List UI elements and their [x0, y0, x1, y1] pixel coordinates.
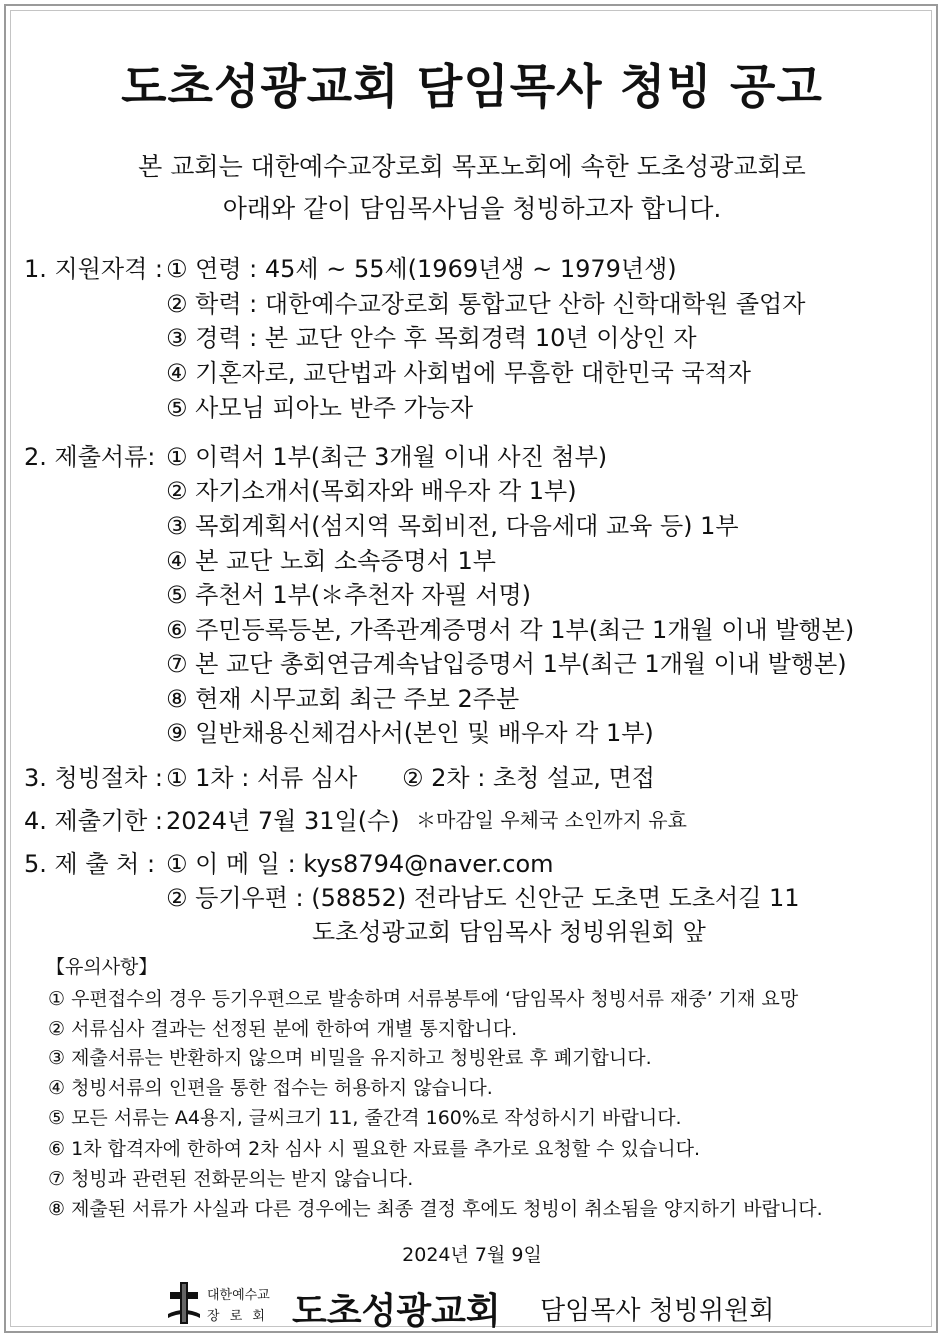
notes-heading: 【유의사항】 — [46, 956, 158, 978]
document-item: ② 자기소개서(목회자와 배우자 각 1부) — [166, 477, 577, 505]
document-item: ① 이력서 1부(최근 3개월 이내 사진 첨부) — [166, 443, 608, 471]
cross-logo-icon — [166, 1280, 202, 1330]
announcement-date: 2024년 7월 9일 — [402, 1244, 542, 1266]
document-item: ③ 목회계획서(섬지역 목회비전, 다음세대 교육 등) 1부 — [166, 512, 739, 540]
document-item: ⑦ 본 교단 총회연금계속납입증명서 1부(최근 1개월 이내 발행본) — [166, 650, 847, 678]
document-item: ④ 본 교단 노회 소속증명서 1부 — [166, 547, 496, 575]
note-item: ② 서류심사 결과는 선정된 분에 한하여 개별 통지합니다. — [48, 1018, 518, 1040]
committee-name: 담임목사 청빙위원회 — [540, 1296, 775, 1326]
submit-to-label: 5. 제 출 처 : — [24, 850, 156, 878]
qualifications-label: 1. 지원자격 : — [24, 255, 163, 283]
deadline-note: ＊마감일 우체국 소인까지 유효 — [416, 808, 687, 832]
procedure-label: 3. 청빙절차 : — [24, 764, 163, 792]
documents-label: 2. 제출서류: — [24, 443, 156, 471]
intro-line-2: 아래와 같이 담임목사님을 청빙하고자 합니다. — [222, 194, 722, 223]
email-line: ① 이 메 일 : kys8794@naver.com — [166, 850, 554, 878]
qualification-item: ⑤ 사모님 피아노 반주 가능자 — [166, 394, 474, 422]
procedure-step-2: ② 2차 : 초청 설교, 면접 — [402, 764, 655, 792]
note-item: ① 우편접수의 경우 등기우편으로 발송하며 서류봉투에 ‘담임목사 청빙서류 재중’ 기재 요망 — [48, 988, 799, 1010]
note-item: ③ 제출서류는 반환하지 않으며 비밀을 유지하고 청빙완료 후 폐기합니다. — [48, 1047, 652, 1069]
note-item: ④ 청빙서류의 인편을 통한 접수는 허용하지 않습니다. — [48, 1077, 493, 1099]
denomination-line-1: 대한예수교 — [207, 1288, 270, 1303]
qualification-item: ② 학력 : 대한예수교장로회 통합교단 산하 신학대학원 졸업자 — [166, 290, 806, 318]
note-item: ⑦ 청빙과 관련된 전화문의는 받지 않습니다. — [48, 1168, 414, 1190]
deadline-date: 2024년 7월 31일(수) — [166, 807, 400, 835]
document-item: ⑨ 일반채용신체검사서(본인 및 배우자 각 1부) — [166, 719, 654, 747]
document-item: ⑤ 추천서 1부(＊추천자 자필 서명) — [166, 581, 532, 609]
note-item: ⑤ 모든 서류는 A4용지, 글씨크기 11, 줄간격 160%로 작성하시기 바랍니다. — [48, 1107, 682, 1129]
denomination-line-2: 장 로 회 — [207, 1309, 268, 1324]
note-item: ⑧ 제출된 서류가 사실과 다른 경우에는 최종 결정 후에도 청빙이 취소됨을 양지하기 바랍니다. — [48, 1198, 823, 1220]
qualification-item: ③ 경력 : 본 교단 안수 후 목회경력 10년 이상인 자 — [166, 324, 697, 352]
deadline-label: 4. 제출기한 : — [24, 807, 163, 835]
document-item: ⑥ 주민등록등본, 가족관계증명서 각 1부(최근 1개월 이내 발행본) — [166, 616, 855, 644]
page-title: 도초성광교회 담임목사 청빙 공고 — [121, 60, 823, 115]
intro-line-1: 본 교회는 대한예수교장로회 목포노회에 속한 도초성광교회로 — [138, 152, 806, 181]
document-item: ⑧ 현재 시무교회 최근 주보 2주분 — [166, 685, 520, 713]
church-name: 도초성광교회 — [292, 1291, 501, 1332]
procedure-step-1: ① 1차 : 서류 심사 — [166, 764, 358, 792]
mail-recipient-line: 도초성광교회 담임목사 청빙위원회 앞 — [312, 918, 706, 946]
mail-address-line: ② 등기우편 : (58852) 전라남도 신안군 도초면 도초서길 11 — [166, 884, 800, 912]
qualification-item: ① 연령 : 45세 ~ 55세(1969년생 ~ 1979년생) — [166, 255, 677, 283]
qualification-item: ④ 기혼자로, 교단법과 사회법에 무흠한 대한민국 국적자 — [166, 359, 751, 387]
note-item: ⑥ 1차 합격자에 한하여 2차 심사 시 필요한 자료를 추가로 요청할 수 있습니다. — [48, 1138, 700, 1160]
